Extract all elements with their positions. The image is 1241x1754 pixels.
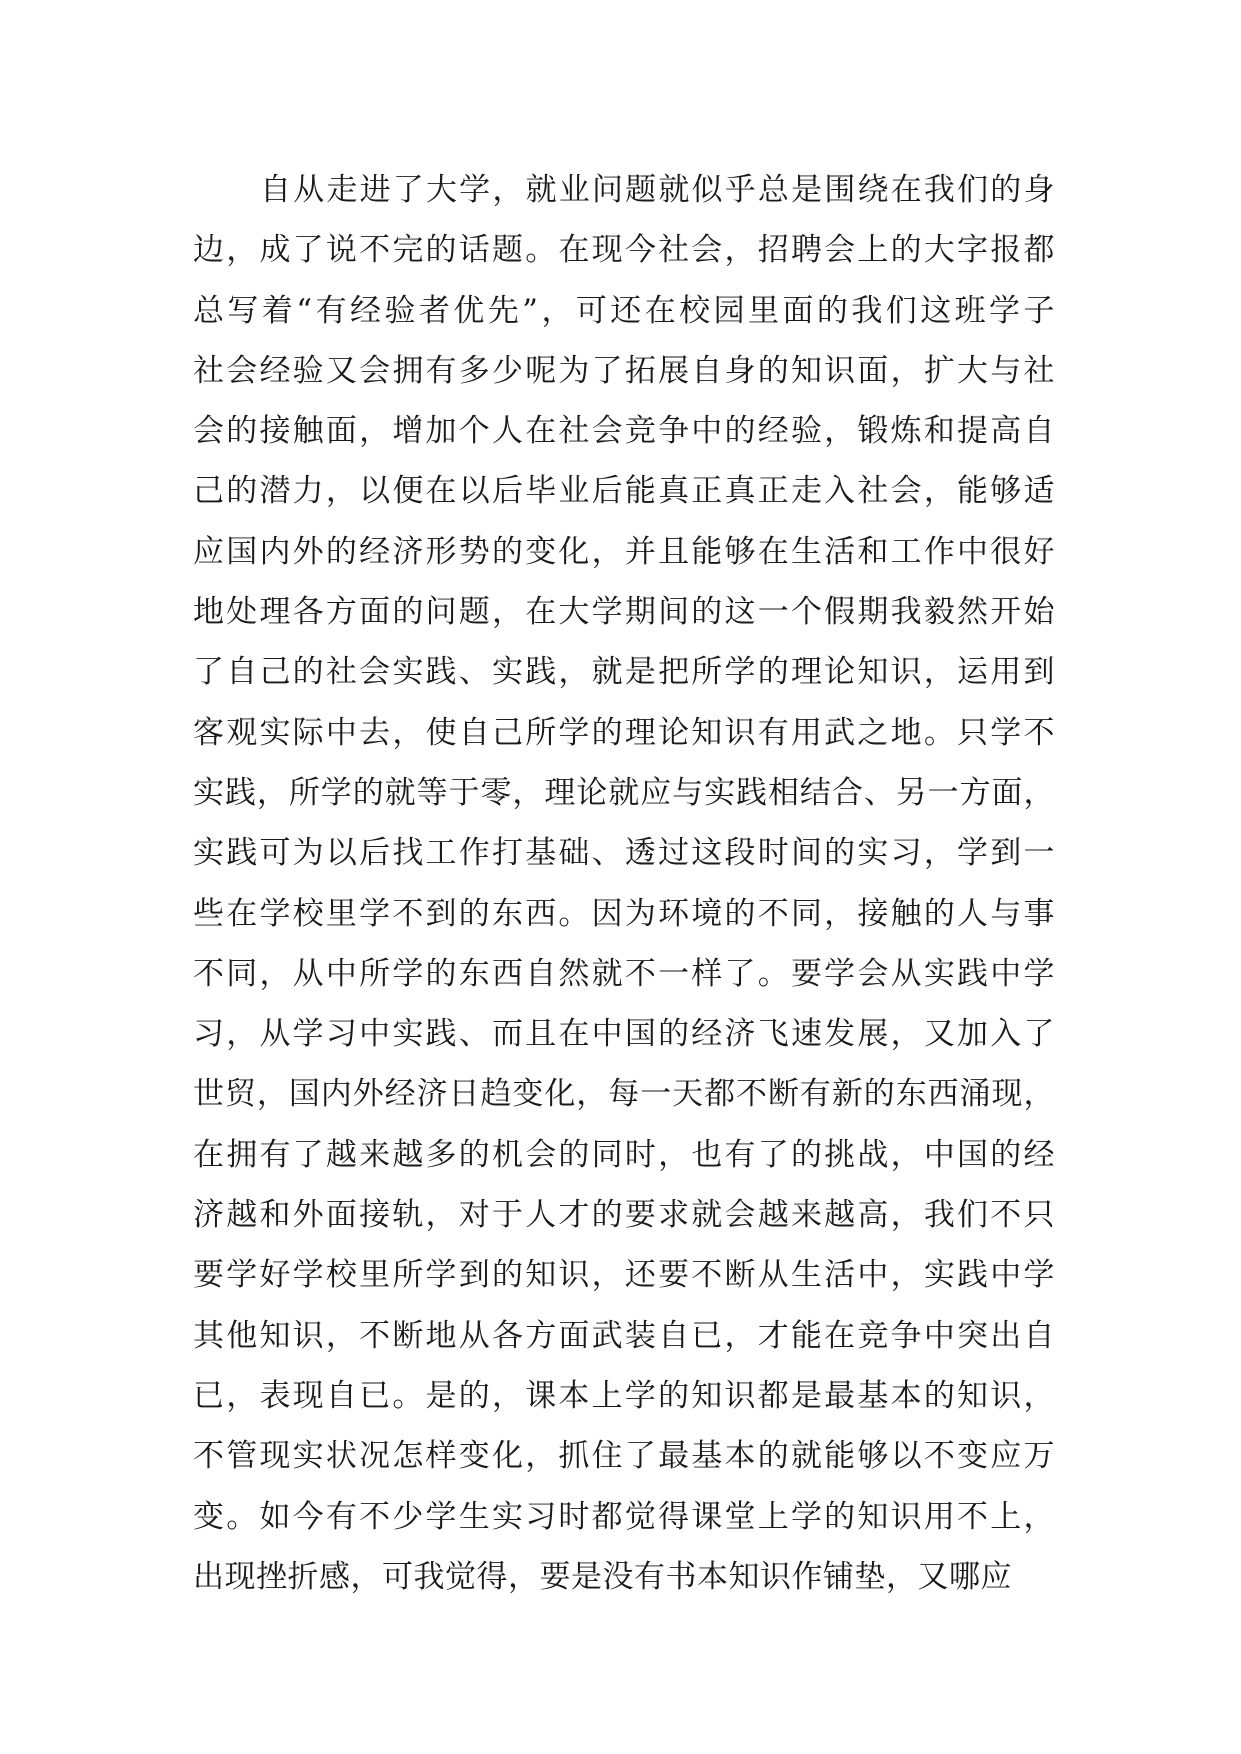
text-line: 总写着“有经验者优先”，可还在校园里面的我们这班学子 (193, 292, 1055, 329)
body-paragraph (193, 160, 1055, 1607)
text-line: 变。如今有不少学生实习时都觉得课堂上学的知识用不上， (193, 1498, 1055, 1535)
text-line: 地处理各方面的问题，在大学期间的这一个假期我毅然开始 (193, 594, 1055, 631)
text-line: 在拥有了越来越多的机会的同时，也有了的挑战，中国的经 (193, 1136, 1055, 1173)
text-line: 出现挫折感，可我觉得，要是没有书本知识作铺垫，又哪应 (193, 1558, 1012, 1595)
text-line: 不同，从中所学的东西自然就不一样了。要学会从实践中学 (193, 955, 1055, 992)
text-line: 会的接触面，增加个人在社会竞争中的经验，锻炼和提高自 (193, 413, 1055, 450)
text-line: 己的潜力，以便在以后毕业后能真正真正走入社会，能够适 (193, 473, 1055, 510)
text-line: 其他知识，不断地从各方面武装自已，才能在竞争中突出自 (193, 1317, 1055, 1354)
text-line: 习，从学习中实践、而且在中国的经济飞速发展，又加入了 (193, 1016, 1055, 1053)
text-line: 了自己的社会实践、实践，就是把所学的理论知识，运用到 (193, 654, 1055, 691)
text-line: 已，表现自已。是的，课本上学的知识都是最基本的知识， (193, 1377, 1055, 1414)
text-line: 实践可为以后找工作打基础、透过这段时间的实习，学到一 (193, 835, 1055, 872)
text-line: 要学好学校里所学到的知识，还要不断从生活中，实践中学 (193, 1257, 1055, 1294)
text-line: 自从走进了大学，就业问题就似乎总是围绕在我们的身 (260, 172, 1055, 208)
text-line: 实践，所学的就等于零，理论就应与实践相结合、另一方面， (193, 774, 1055, 811)
text-line: 世贸，国内外经济日趋变化，每一天都不断有新的东西涌现， (193, 1076, 1055, 1113)
text-line: 客观实际中去，使自己所学的理论知识有用武之地。只学不 (193, 714, 1055, 751)
text-line: 边，成了说不完的话题。在现今社会，招聘会上的大字报都 (193, 232, 1055, 269)
text-line: 些在学校里学不到的东西。因为环境的不同，接触的人与事 (193, 895, 1055, 932)
text-line: 应国内外的经济形势的变化，并且能够在生活和工作中很好 (193, 533, 1055, 570)
text-line: 社会经验又会拥有多少呢为了拓展自身的知识面，扩大与社 (193, 352, 1055, 389)
text-line: 济越和外面接轨，对于人才的要求就会越来越高，我们不只 (193, 1197, 1055, 1234)
text-line: 不管现实状况怎样变化，抓住了最基本的就能够以不变应万 (193, 1438, 1055, 1475)
